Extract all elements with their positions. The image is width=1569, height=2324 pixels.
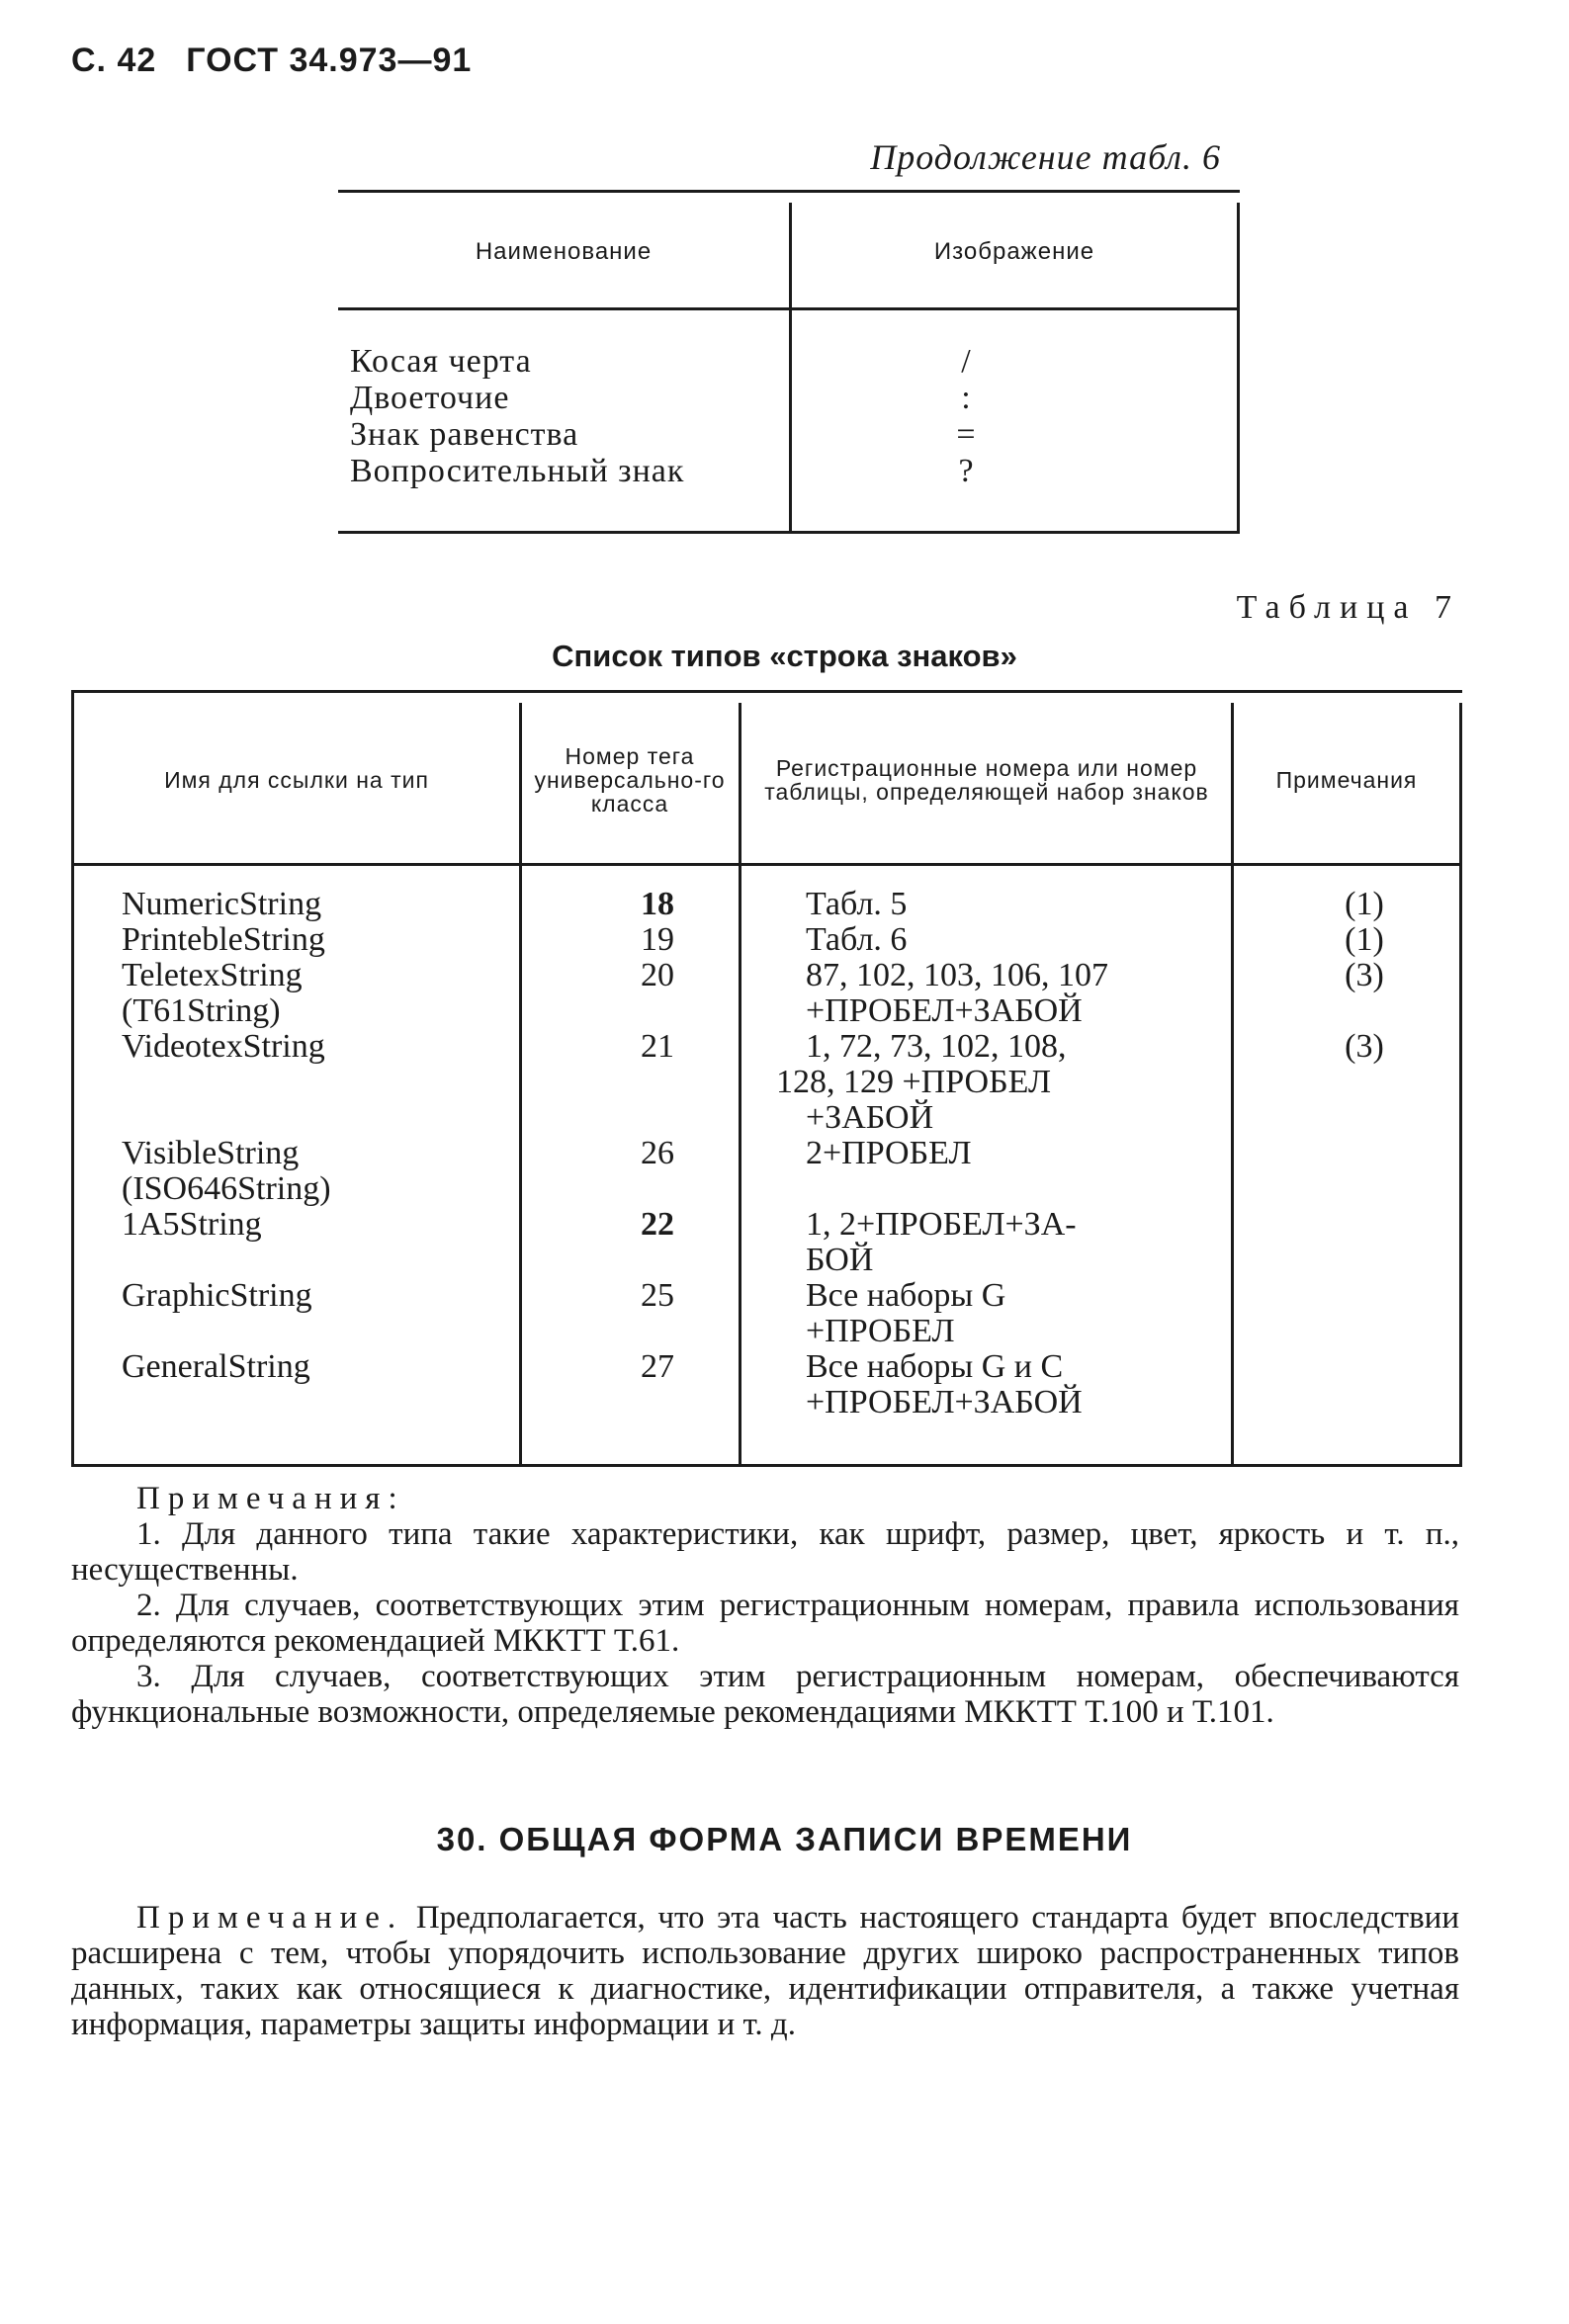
- tag-number: 21: [641, 1028, 674, 1065]
- registration-line: +ПРОБЕЛ+ЗАБОЙ: [806, 1384, 1083, 1420]
- type-name-line: (ISO646String): [122, 1170, 331, 1207]
- table7-title: Список типов «строка знаков»: [552, 639, 1017, 673]
- type-name: GraphicString: [122, 1277, 312, 1314]
- registration-line: 1, 2+ПРОБЕЛ+ЗА-: [806, 1206, 1077, 1243]
- table6-row-name: Вопросительный знак: [350, 453, 685, 489]
- note-ref: (1): [1345, 921, 1384, 958]
- type-name: PrintebleString: [122, 921, 325, 958]
- table6-header-image: Изображение: [933, 238, 1095, 265]
- registration-line: +ПРОБЕЛ+ЗАБОЙ: [806, 992, 1083, 1029]
- notes-label: Примечания:: [136, 1481, 405, 1516]
- table6-row-symbol: :: [961, 380, 971, 416]
- standard-code: ГОСТ 34.973—91: [186, 42, 473, 79]
- registration-numbers: [776, 1028, 1320, 1136]
- table7-label: Таблица 7: [1236, 589, 1460, 626]
- page-header: [71, 42, 472, 80]
- type-name: 1A5String: [122, 1206, 262, 1243]
- type-name: VideotexString: [122, 1028, 325, 1065]
- note-ref: (3): [1345, 1028, 1384, 1065]
- note-item: 2. Для случаев, соответствующих этим регистрационным номерам, правила использования определяются рекомендацией МККТТ Т.61.: [71, 1588, 1459, 1659]
- registration-numbers: [806, 1349, 1320, 1420]
- section-note-label: Примечание.: [136, 1900, 404, 1936]
- type-name-line: VisibleString: [122, 1135, 300, 1171]
- type-name: NumericString: [122, 886, 322, 922]
- registration-line: 1, 72, 73, 102, 108,: [806, 1028, 1067, 1065]
- table6-row-symbol: /: [961, 343, 971, 380]
- tag-number: 18: [641, 886, 674, 922]
- column-divider: [739, 703, 741, 1464]
- table6-row-symbol: =: [956, 416, 976, 453]
- notes-block: [71, 1481, 1459, 1730]
- type-name: [122, 958, 303, 1029]
- page-number: С. 42: [71, 42, 157, 79]
- registration-line: +ПРОБЕЛ: [806, 1313, 955, 1349]
- tag-number: 27: [641, 1348, 674, 1385]
- table-right-border: [1237, 203, 1240, 531]
- tag-number: 19: [641, 921, 674, 958]
- registration-numbers: [806, 1207, 1320, 1278]
- tag-number: 22: [641, 1206, 674, 1243]
- table-right-border: [1459, 703, 1462, 1464]
- registration-numbers: [806, 1278, 1320, 1349]
- table7-header-notes: Примечания: [1275, 767, 1418, 793]
- type-name-line: TeletexString: [122, 957, 303, 993]
- registration-line: Все наборы G: [806, 1277, 1006, 1314]
- registration-line: 128, 129 +ПРОБЕЛ: [776, 1064, 1052, 1100]
- registration-numbers: 2+ПРОБЕЛ: [806, 1135, 972, 1171]
- registration-line: Все наборы G и C: [806, 1348, 1064, 1385]
- table6-row-name: Двоеточие: [350, 380, 510, 416]
- table6-symbols-column: [892, 343, 1040, 489]
- table7-header-tag: Номер тега универсально-го класса: [534, 743, 726, 817]
- registration-numbers: Табл. 6: [806, 921, 908, 958]
- tag-number: 26: [641, 1135, 674, 1171]
- table-7: [71, 690, 1462, 1467]
- registration-numbers: [806, 958, 1320, 1029]
- tag-number: 25: [641, 1277, 674, 1314]
- section-note-text: Предполагается, что эта часть настоящего стандарта будет впоследствии расширена с тем, чтобы упорядочить использование других широко распространенных типов данных, таких как относящиеся к диагностике, идентификации отправителя, а также учетная информация, параметры защиты информации и т. д.: [71, 1900, 1459, 2042]
- header-separator: [338, 307, 1240, 310]
- table7-header-name: Имя для ссылки на тип: [164, 767, 429, 793]
- registration-line: БОЙ: [806, 1242, 874, 1278]
- note-ref: (1): [1345, 886, 1384, 922]
- registration-numbers: Табл. 5: [806, 886, 908, 922]
- type-name-line: (T61String): [122, 992, 281, 1029]
- section-heading: 30. ОБЩАЯ ФОРМА ЗАПИСИ ВРЕМЕНИ: [436, 1821, 1133, 1857]
- table6-row-name: Знак равенства: [350, 416, 579, 453]
- table6-header-name: Наименование: [475, 238, 653, 265]
- tag-number: 20: [641, 957, 674, 993]
- note-ref: (3): [1345, 957, 1384, 993]
- table7-header-registration: Регистрационные номера или номер таблицы, определяющей набор знаков: [764, 755, 1209, 805]
- table6-row-symbol: ?: [958, 453, 974, 489]
- registration-line: +ЗАБОЙ: [806, 1099, 934, 1136]
- section-note: [71, 1900, 1459, 2042]
- header-separator: [74, 863, 1462, 866]
- table6-names-column: [350, 343, 684, 489]
- note-item: 1. Для данного типа такие характеристики, как шрифт, размер, цвет, яркость и т. п., несущественны.: [71, 1516, 1459, 1588]
- registration-line: 87, 102, 103, 106, 107: [806, 957, 1108, 993]
- table6-row-name: Косая черта: [350, 343, 532, 380]
- type-name: [122, 1136, 331, 1207]
- note-item: 3. Для случаев, соответствующих этим регистрационным номерам, обеспечиваются функциональные возможности, определяемые рекомендациями МККТТ Т.100 и Т.101.: [71, 1659, 1459, 1730]
- table6-continuation-label: Продолжение табл. 6: [870, 137, 1221, 177]
- column-divider: [519, 703, 522, 1464]
- table-6: [338, 190, 1240, 534]
- type-name: GeneralString: [122, 1348, 310, 1385]
